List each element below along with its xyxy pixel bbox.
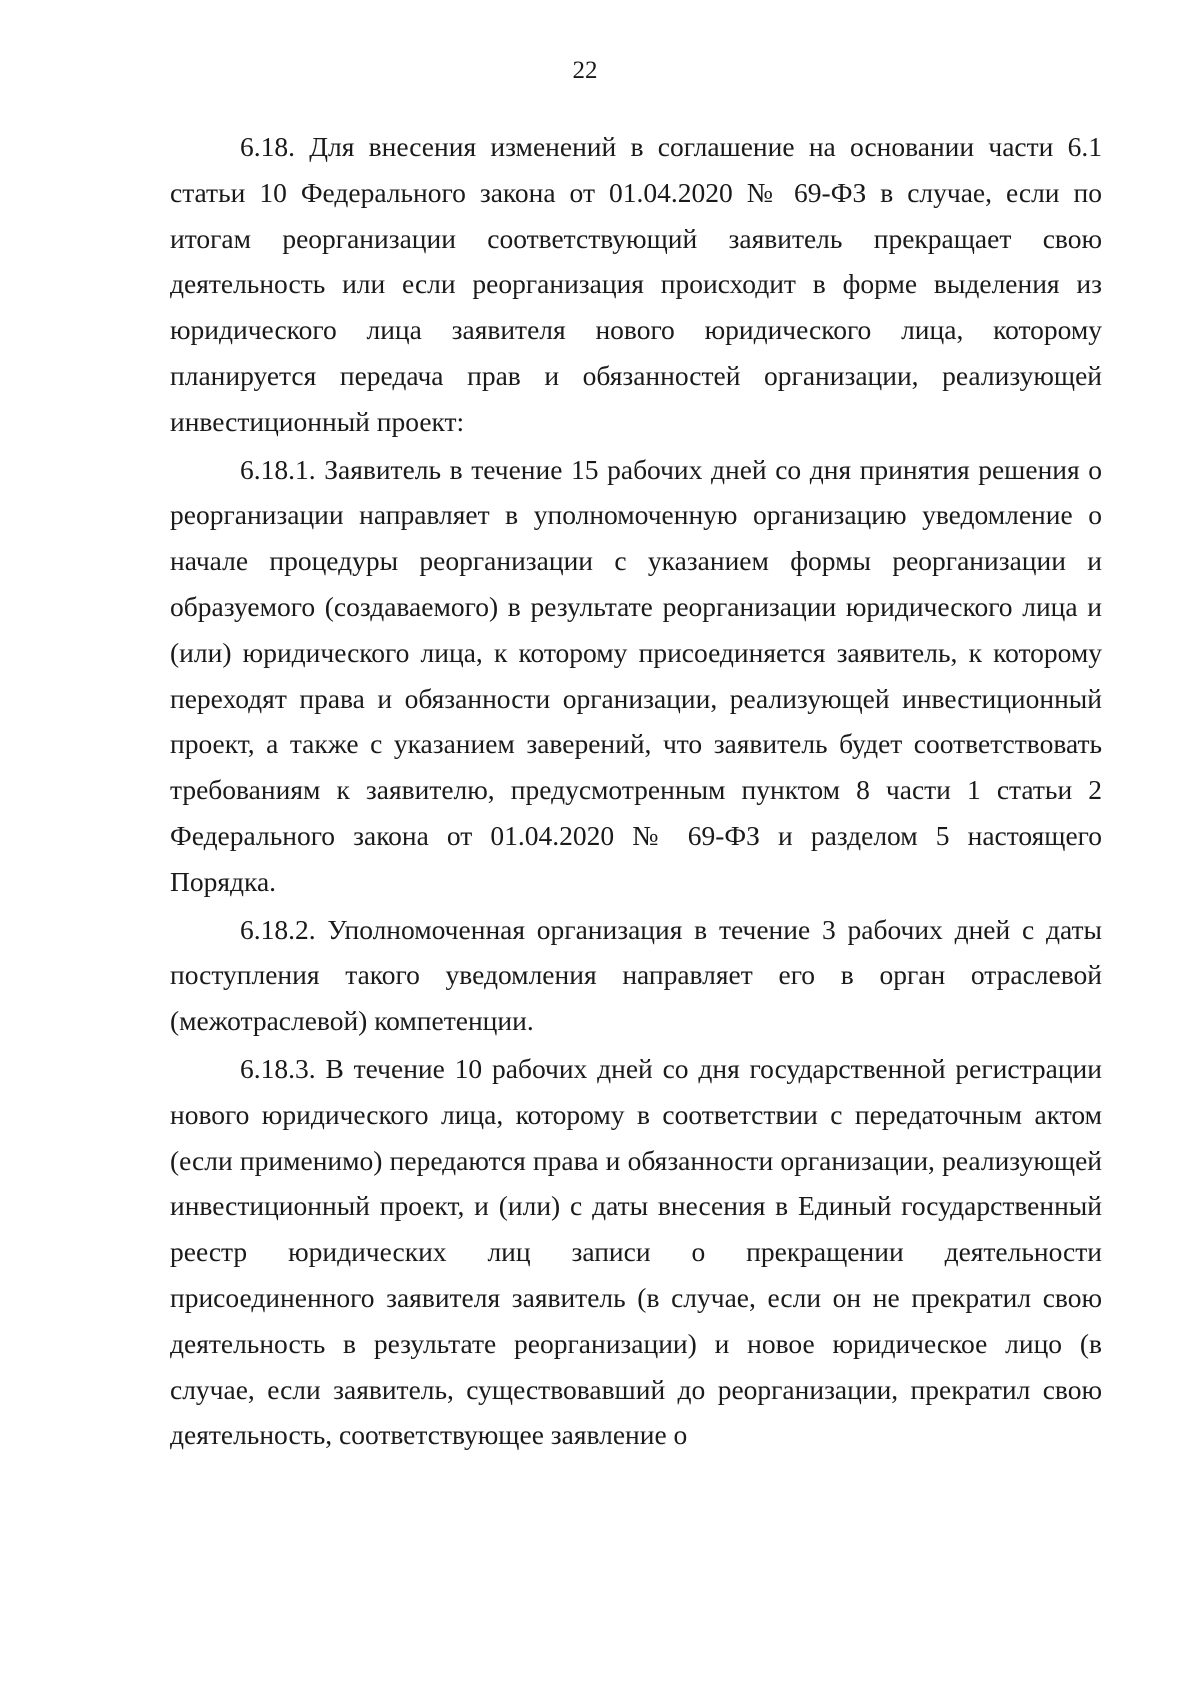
page-number: 22 xyxy=(572,57,598,84)
document-body xyxy=(170,124,1102,1458)
paragraph-6-18-3: 6.18.3. В течение 10 рабочих дней со дня государственной регистрации нового юридического лица, которому в соответствии с передаточным актом (если применимо) передаются права и обязанности организации, реализующей инвестиционный проект, и (или) с даты внесения в Единый государственный реестр юридических лиц записи о прекращении деятельности присоединенного заявителя заявитель (в случае, если он не прекратил свою деятельность в результате реорганизации) и новое юридическое лицо (в случае, если заявитель, существовавший до реорганизации, прекратил свою деятельность, соответствующее заявление о xyxy=(170,1052,1102,1451)
paragraph-6-18-2: 6.18.2. Уполномоченная организация в течение 3 рабочих дней с даты поступления такого уведомления направляет его в орган отраслевой (межотраслевой) компетенции. xyxy=(170,913,1102,1037)
paragraph-6-18: 6.18. Для внесения изменений в соглашение на основании части 6.1 статьи 10 Федерального закона от 01.04.2020 № 69-ФЗ в случае, если по итогам реорганизации соответствующий заявитель прекращает свою деятельность или если реорганизация происходит в форме выделения из юридического лица заявителя нового юридического лица, которому планируется передача прав и обязанностей организации, реализующей инвестиционный проект: xyxy=(170,131,1102,437)
paragraph-6-18-1: 6.18.1. Заявитель в течение 15 рабочих дней со дня принятия решения о реорганизации направляет в уполномоченную организацию уведомление о начале процедуры реорганизации с указанием формы реорганизации и образуемого (создаваемого) в результате реорганизации юридического лица и (или) юридического лица, к которому присоединяется заявитель, к которому переходят права и обязанности организации, реализующей инвестиционный проект, а также с указанием заверений, что заявитель будет соответствовать требованиям к заявителю, предусмотренным пунктом 8 части 1 статьи 2 Федерального закона от 01.04.2020 № 69-ФЗ и разделом 5 настоящего Порядка. xyxy=(170,453,1102,897)
